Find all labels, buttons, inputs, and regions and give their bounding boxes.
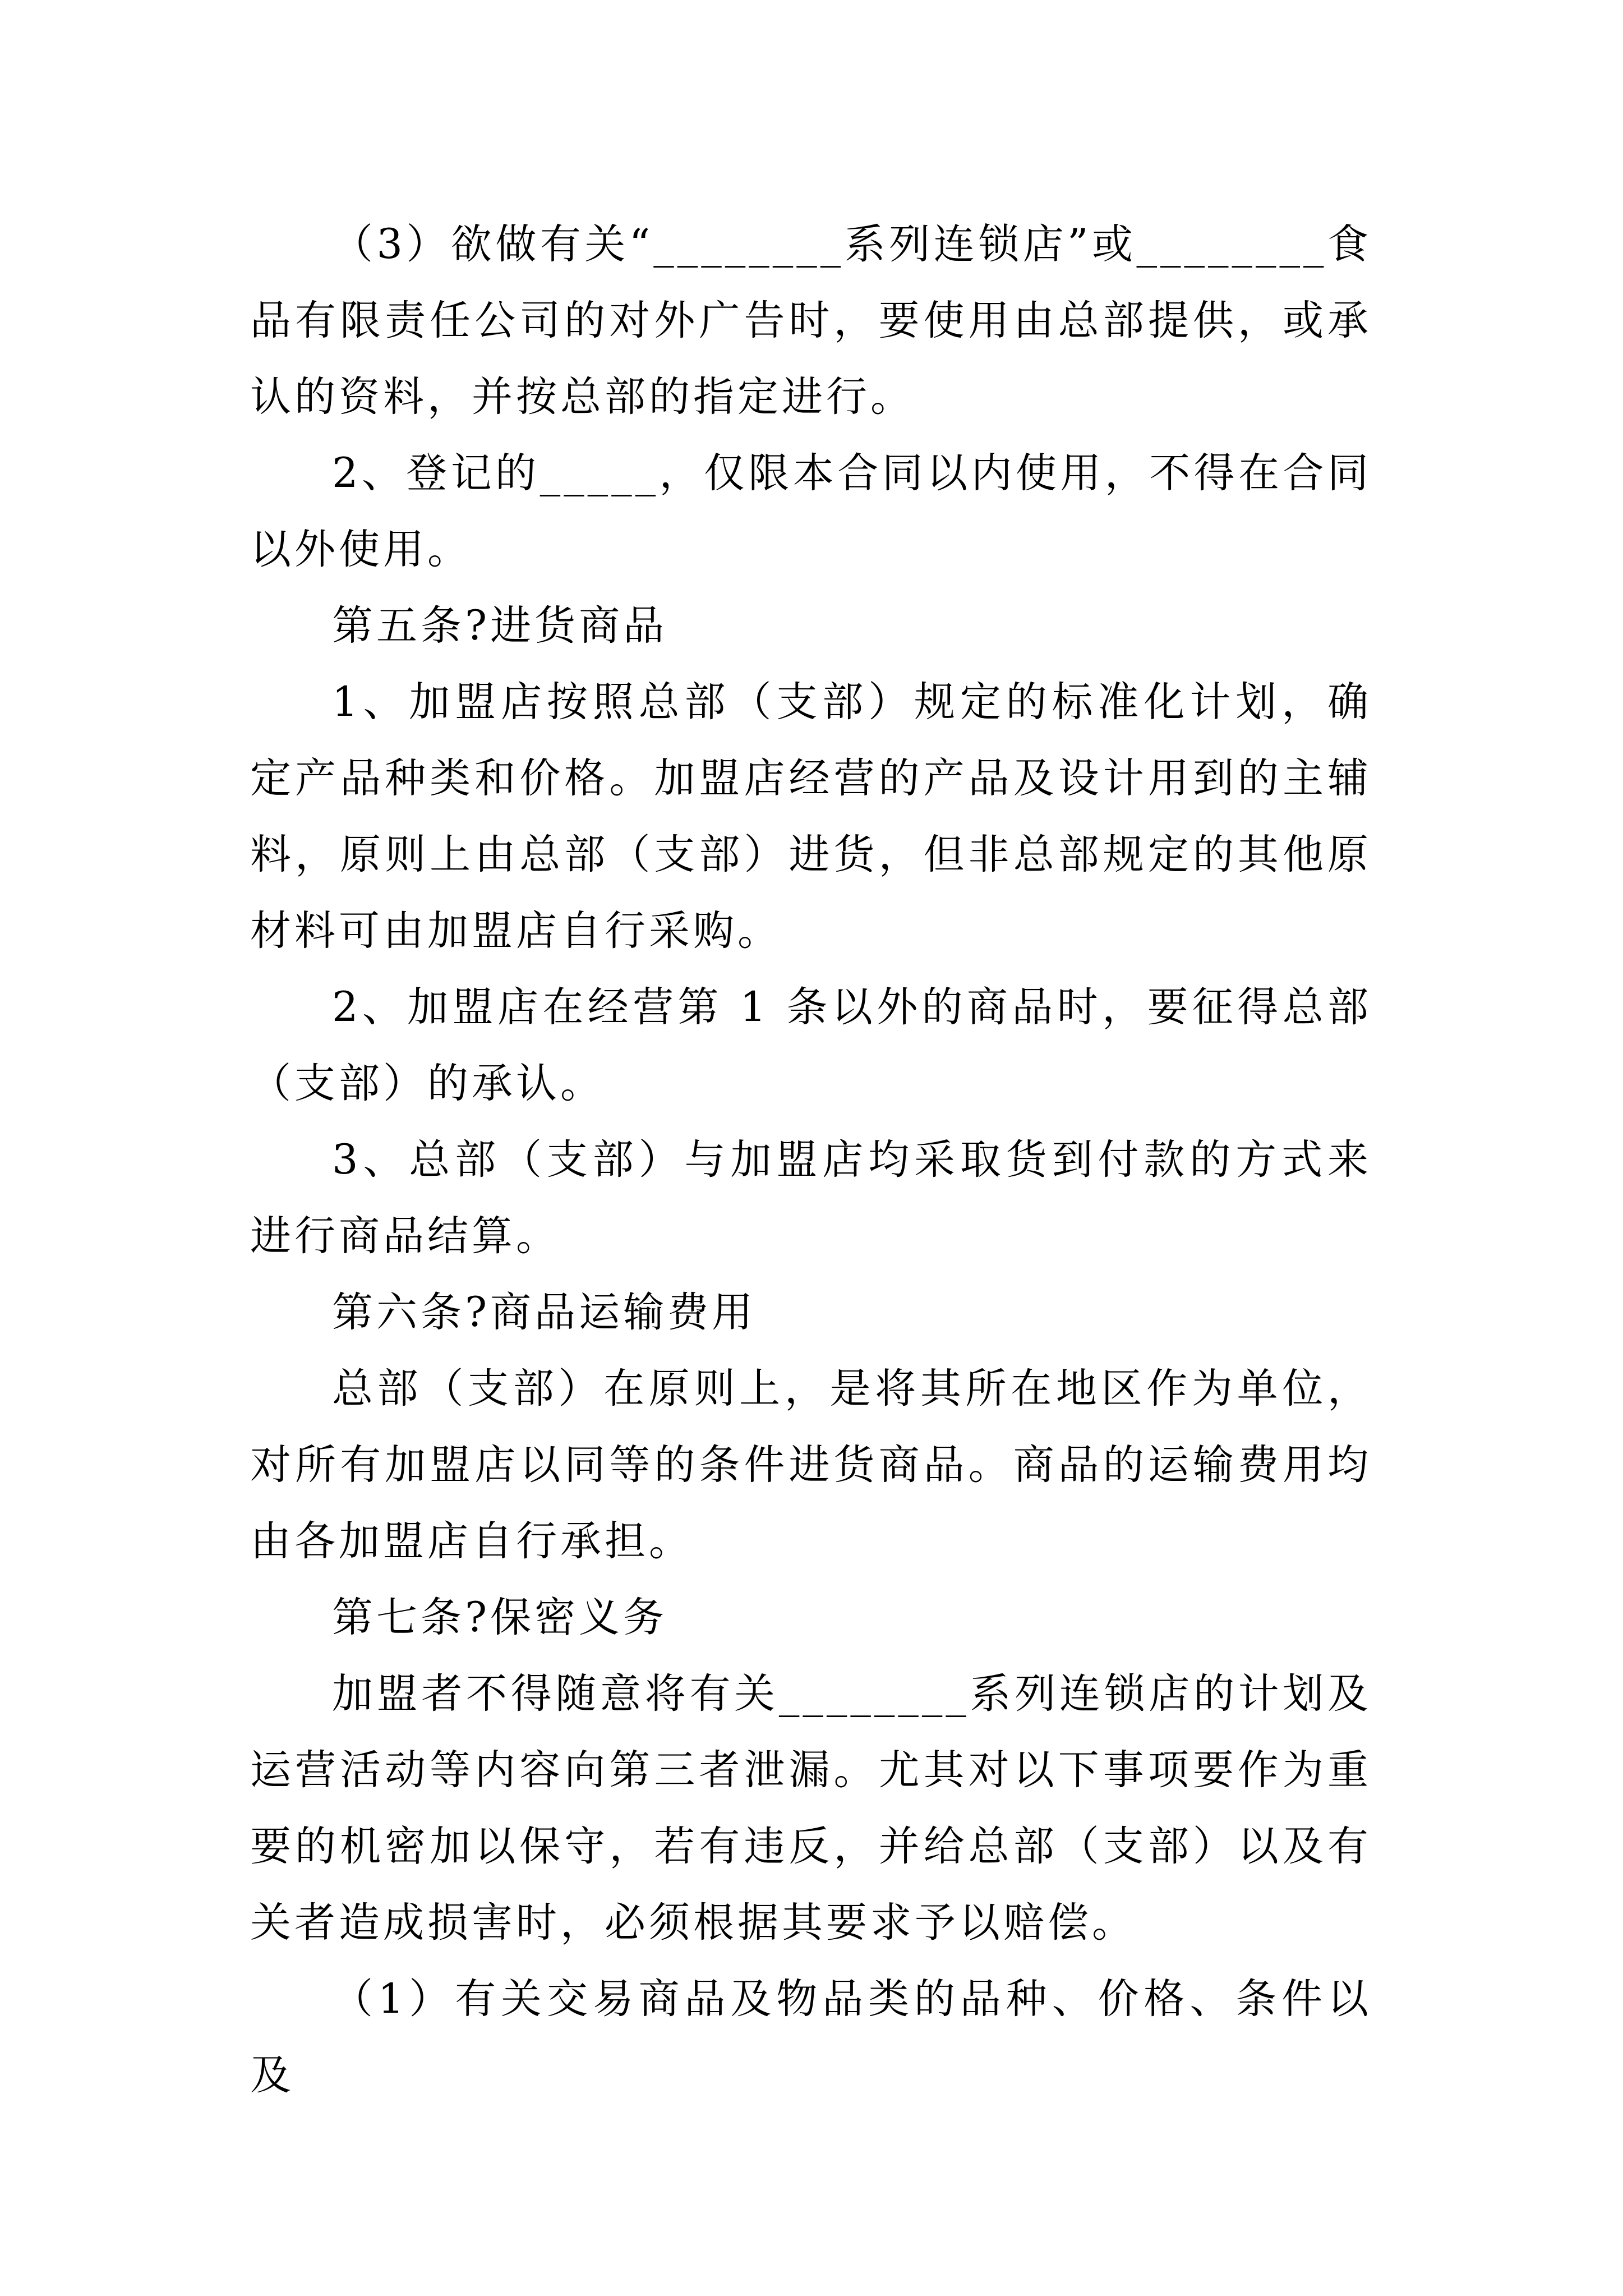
paragraph-registration-clause: 2、登记的_____，仅限本合同以内使用，不得在合同以外使用。 xyxy=(250,449,1372,573)
paragraph-article-5-item-1: 1、加盟店按照总部（支部）规定的标准化计划，确定产品种类和价格。加盟店经营的产品及设计用到的主辅料，原则上由总部（支部）进货，但非总部规定的其他原材料可由加盟店自行采购。 xyxy=(250,678,1372,955)
paragraph-article-7-body: 加盟者不得随意将有关________系列连锁店的计划及运营活动等内容向第三者泄漏。尤其对以下事项要作为重要的机密加以保守，若有违反，并给总部（支部）以及有关者造成损害时，必须根据其要求予以赔偿。 xyxy=(250,1670,1372,1947)
paragraph-article-5-item-2: 2、加盟店在经营第 1 条以外的商品时，要征得总部（支部）的承认。 xyxy=(250,983,1372,1107)
paragraph-article-5-item-3: 3、总部（支部）与加盟店均采取货到付款的方式来进行商品结算。 xyxy=(250,1136,1372,1260)
paragraph-advertising-clause: （3）欲做有关“________系列连锁店”或________食品有限责任公司的对外广告时，要使用由总部提供，或承认的资料，并按总部的指定进行。 xyxy=(250,220,1372,421)
paragraph-article-7-item-1: （1）有关交易商品及物品类的品种、价格、条件以及 xyxy=(250,1975,1372,2099)
paragraph-article-6-body: 总部（支部）在原则上，是将其所在地区作为单位，对所有加盟店以同等的条件进货商品。商品的运输费用均由各加盟店自行承担。 xyxy=(250,1365,1372,1565)
article-6-heading: 第六条?商品运输费用 xyxy=(332,1289,757,1336)
article-5-heading: 第五条?进货商品 xyxy=(332,602,668,650)
document-body xyxy=(250,206,1372,2114)
article-7-heading: 第七条?保密义务 xyxy=(332,1594,668,1641)
